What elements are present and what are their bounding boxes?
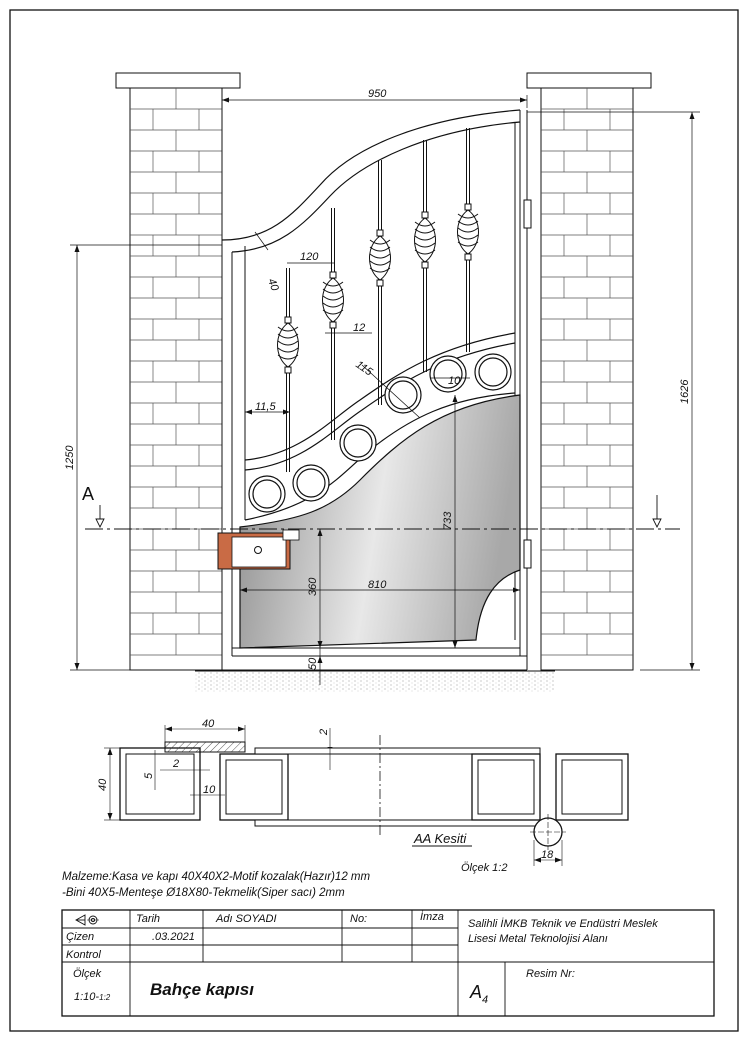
ground-hatch bbox=[195, 672, 555, 692]
section-title: AA Kesiti bbox=[414, 831, 467, 846]
dim-lock-height: 360 bbox=[307, 577, 319, 596]
dim-ring-thickness: 10 bbox=[448, 375, 461, 387]
left-pillar bbox=[116, 73, 240, 670]
dim-sheet-width: 810 bbox=[368, 579, 387, 591]
drawing-title: Bahçe kapısı bbox=[150, 980, 254, 999]
dim-height-section: 1250 bbox=[64, 445, 76, 470]
dim-sheet-height: 733 bbox=[442, 511, 454, 530]
dim-width-total: 950 bbox=[368, 88, 387, 100]
section-dim-gap: 10 bbox=[203, 784, 216, 796]
section-aa-view bbox=[104, 725, 628, 866]
basket-motif-3 bbox=[370, 230, 391, 286]
dim-ring-width: 115 bbox=[353, 358, 375, 379]
kick-plate bbox=[240, 395, 520, 648]
section-dim-sheet-offset: 2 bbox=[173, 758, 180, 770]
dim-bar-spacing: 120 bbox=[300, 251, 319, 263]
lock-box bbox=[218, 530, 299, 569]
section-dim-side: 40 bbox=[97, 778, 109, 791]
tb-col-name: Adı SOYADI bbox=[216, 913, 277, 925]
tb-drawing-no-label: Resim Nr: bbox=[526, 968, 575, 980]
dim-height-total: 1626 bbox=[679, 379, 691, 404]
tb-row-check: Kontrol bbox=[66, 949, 101, 961]
tb-row-drawn: Çizen bbox=[66, 931, 95, 943]
dim-bar-size: 12 bbox=[353, 322, 366, 334]
dim-frame-profile: 40 bbox=[265, 276, 281, 293]
tb-scale-label: Ölçek bbox=[73, 968, 102, 980]
dim-bottom-gap: 50 bbox=[307, 657, 319, 670]
tb-col-no: No: bbox=[350, 913, 368, 925]
tb-school-line2: Lisesi Metal Teknolojisi Alanı bbox=[468, 933, 608, 945]
material-note-line2: -Bini 40X5-Menteşe Ø18X80-Tekmelik(Siper sacı) 2mm bbox=[62, 887, 345, 899]
section-marker-a: A bbox=[82, 484, 95, 504]
tb-col-date: Tarih bbox=[136, 913, 161, 925]
section-dim-top-width: 40 bbox=[202, 718, 215, 730]
tb-school-line1: Salihli İMKB Teknik ve Endüstri Meslek bbox=[468, 918, 658, 930]
dim-bar-to-frame: 11,5 bbox=[255, 401, 276, 413]
tb-paper-size: $A_4$ bbox=[470, 982, 489, 1006]
basket-motif-1 bbox=[278, 317, 299, 373]
projection-symbol-icon bbox=[76, 915, 99, 925]
basket-motif-4 bbox=[415, 212, 436, 268]
section-scale: Ölçek 1:2 bbox=[461, 862, 508, 874]
tb-col-sign: İmza bbox=[420, 911, 444, 923]
section-dim-wall: 2 bbox=[318, 728, 330, 735]
material-note-line1: Malzeme:Kasa ve kapı 40X40X2-Motif kozalak(Hazır)12 mm bbox=[62, 871, 371, 883]
basket-motif-2 bbox=[323, 272, 344, 328]
section-dim-flat-bar: 5 bbox=[143, 772, 155, 779]
right-pillar bbox=[527, 73, 651, 670]
tb-date-value: .03.2021 bbox=[152, 931, 195, 943]
basket-motif-5 bbox=[458, 204, 479, 260]
tb-scale-value: 1:10-1:2 bbox=[74, 991, 111, 1003]
section-dim-hinge: 18 bbox=[541, 849, 554, 861]
